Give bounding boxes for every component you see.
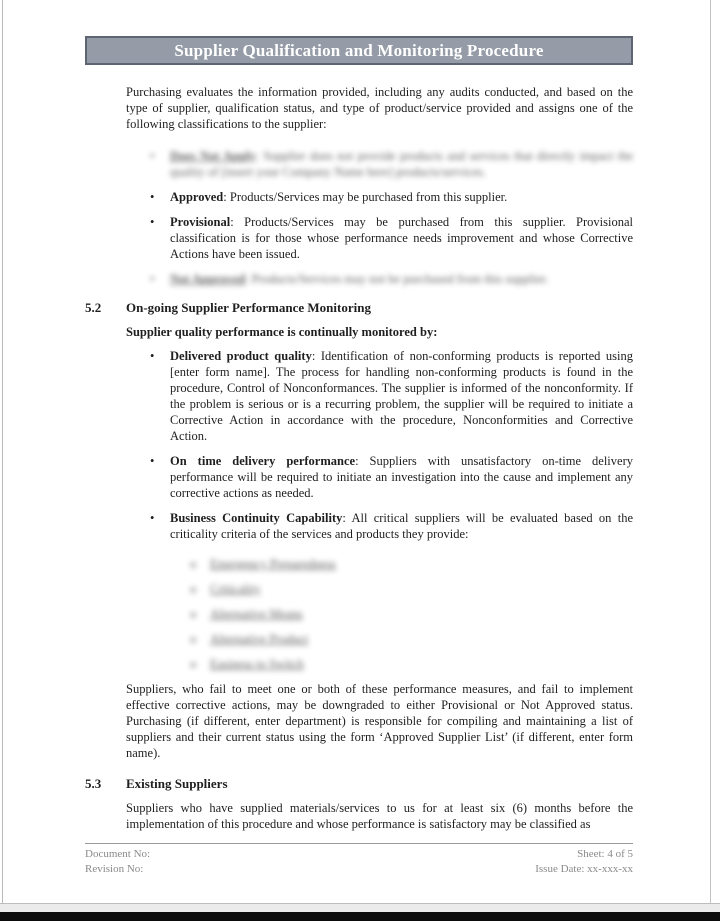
- list-item-delivered-product-quality: [150, 348, 633, 444]
- bullet-icon: •: [150, 511, 155, 525]
- section-title: On-going Supplier Performance Monitoring: [126, 300, 371, 315]
- footer-left: [85, 847, 150, 877]
- classification-label: Approved: [170, 190, 224, 204]
- sub-list-item: [190, 581, 633, 597]
- bullet-label: On time delivery performance: [170, 454, 356, 468]
- bullet-desc: : Suppliers with unsatisfactory on-time delivery performance will be required to initiate an investigation into the cause and implement any corrective actions as needed.: [170, 454, 633, 500]
- bullet-icon: •: [150, 454, 155, 468]
- monitoring-bullet-list: [0, 348, 720, 542]
- document-title-banner: [85, 36, 633, 65]
- bullet-icon: •: [150, 215, 155, 229]
- revision-no-label: Revision No:: [85, 863, 144, 875]
- sheet-number: Sheet: 4 of 5: [577, 848, 633, 860]
- criterion-text: Criticality: [210, 582, 261, 596]
- page-edge-left: [2, 0, 3, 903]
- list-item-text: [170, 510, 633, 542]
- sub-list-item: [190, 631, 633, 647]
- list-item-on-time-delivery: [150, 453, 633, 501]
- section-lead: Supplier quality performance is continually monitored by:: [126, 325, 438, 339]
- list-item-text: [170, 453, 633, 501]
- bullet-icon: •: [150, 190, 155, 204]
- criterion-text: Easiness to Switch: [210, 657, 304, 671]
- list-item-does-not-apply: [150, 148, 633, 180]
- circle-bullet-icon: o: [190, 582, 197, 596]
- page-edge-right: [710, 0, 711, 903]
- classification-label: Does Not Apply: [170, 149, 256, 163]
- section-title: Existing Suppliers: [126, 776, 228, 791]
- bullet-desc: : All critical suppliers will be evaluated based on the criticality criteria of the services and products they provide:: [170, 511, 633, 541]
- classification-desc: : Products/Services may be purchased from this supplier.: [223, 190, 508, 204]
- criterion-text: Alternative Product: [210, 632, 309, 646]
- classification-label: Provisional: [170, 215, 231, 229]
- criterion-text: Emergency Preparedness: [210, 557, 336, 571]
- list-item-provisional: [150, 214, 633, 262]
- footer-right: [535, 847, 633, 877]
- section-heading-5-3: [85, 775, 633, 792]
- classification-desc: : Products/Services may be purchased from this supplier. Provisional classification is for those whose performance needs improvement and whose Corrective Actions have been issued.: [170, 215, 633, 261]
- bullet-label: Delivered product quality: [170, 349, 312, 363]
- list-item-business-continuity: [150, 510, 633, 542]
- document-title: Supplier Qualification and Monitoring Procedure: [174, 41, 544, 60]
- bullet-icon: •: [150, 349, 155, 363]
- circle-bullet-icon: o: [190, 557, 197, 571]
- classification-desc: : Supplier does not provide products and services that directly impact the quality of [insert your Company Name here] products/services.: [170, 149, 633, 179]
- page-edge-bottom: [0, 912, 720, 921]
- section-5-3-paragraph: Suppliers who have supplied materials/services to us for at least six (6) months before the implementation of this procedure and whose performance is satisfactory may be classified as: [126, 801, 633, 831]
- intro-paragraph: Purchasing evaluates the information provided, including any audits conducted, and based on the type of supplier, qualification status, and type of product/service provided and assigns one of the following classifications to the supplier:: [126, 85, 633, 131]
- bullet-icon: •: [150, 272, 155, 286]
- sub-list-item: [190, 606, 633, 622]
- classification-label: Not Approved: [170, 272, 246, 286]
- section-5-2-closing-paragraph: Suppliers, who fail to meet one or both of these performance measures, and fail to implement effective corrective actions, may be downgraded to either Provisional or Not Approved status. Purchasing (if different, enter department) is responsible for compiling and maintaining a list of suppliers and their current status using the form ‘Approved Supplier List’ (if different, enter form name).: [126, 682, 633, 760]
- bullet-icon: •: [150, 149, 155, 163]
- section-number: 5.2: [85, 300, 102, 315]
- classification-desc: : Products/Services may not be purchased from this supplier.: [245, 272, 549, 286]
- bullet-desc: : Identification of non-conforming products is reported using [enter form name]. The process for handling non-conforming products is found in the procedure, Control of Nonconformances. The supplier is informed of the nonconformity. If the problem is serious or is a recurring problem, the supplier will be required to initiate a Corrective Action in accordance with the procedure, Nonconformities and Corrective Action.: [170, 349, 633, 443]
- classification-list: [0, 148, 720, 287]
- circle-bullet-icon: o: [190, 632, 197, 646]
- document-no-label: Document No:: [85, 848, 151, 860]
- list-item-approved: [150, 189, 633, 205]
- section-heading-5-2: [85, 299, 633, 316]
- page-footer: [85, 843, 633, 877]
- list-item-text: [170, 189, 633, 205]
- issue-date: Issue Date: xx-xxx-xx: [535, 863, 633, 875]
- criticality-criteria-list: [0, 556, 720, 672]
- list-item-not-approved: [150, 271, 633, 287]
- list-item-text: [170, 148, 633, 180]
- list-item-text: [170, 348, 633, 444]
- circle-bullet-icon: o: [190, 657, 197, 671]
- sub-list-item: [190, 656, 633, 672]
- list-item-text: [170, 214, 633, 262]
- criterion-text: Alternative Means: [210, 607, 303, 621]
- circle-bullet-icon: o: [190, 607, 197, 621]
- section-number: 5.3: [85, 776, 102, 791]
- sub-list-item: [190, 556, 633, 572]
- bullet-label: Business Continuity Capability: [170, 511, 343, 525]
- list-item-text: [170, 271, 633, 287]
